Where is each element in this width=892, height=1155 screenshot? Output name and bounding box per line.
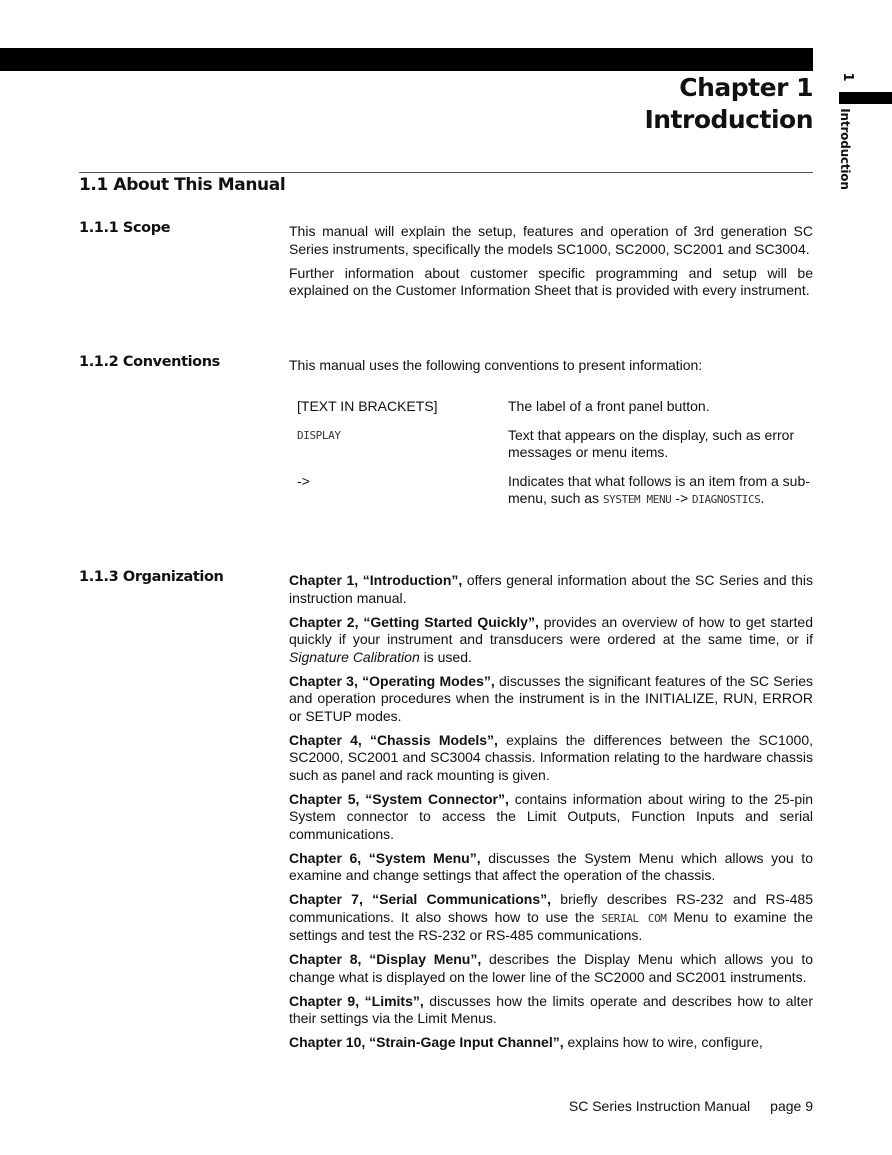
organization-item — [289, 791, 813, 844]
scope-paragraph-1: This manual will explain the setup, features and operation of 3rd generation SC Series instruments, specifically the models SC1000, SC2000, SC2001 and SC3004. — [289, 223, 813, 257]
organization-item — [289, 850, 813, 885]
chapter-ref: Chapter 3, “Operating Modes”, — [289, 672, 495, 689]
chapter-summary: provides an overview of how to get started quickly if your instrument and transducers were ordered at the same time, or if — [289, 613, 813, 647]
chapter-summary: explains how to wire, configure, — [563, 1034, 763, 1050]
header-bar — [0, 48, 813, 71]
scope-paragraph-2: Further information about customer specific programming and setup will be explained on the Customer Information Sheet that is provided with every instrument. — [289, 264, 813, 298]
organization-heading: 1.1.3 Organization — [79, 569, 224, 585]
page-footer — [569, 1098, 813, 1114]
convention-term: -> — [297, 472, 310, 489]
side-tab-number: 1 — [840, 72, 855, 82]
organization-item — [289, 732, 813, 785]
chapter-summary: briefly describes RS-232 and RS-485 communications. It also shows how to use the — [289, 891, 813, 925]
chapter-ref: Chapter 7, “Serial Communications”, — [289, 891, 552, 907]
convention-term: DISPLAY — [297, 428, 341, 442]
conventions-intro-text: This manual uses the following conventions to present information: — [289, 357, 703, 373]
convention-period: . — [760, 490, 765, 506]
organization-item — [289, 614, 813, 667]
chapter-summary: discusses the significant features of the SC Series and operation procedures when the instrument is in the INITIALIZE, RUN, ERROR or SETUP modes. — [289, 672, 813, 724]
footer-manual-title: SC Series Instruction Manual — [568, 1098, 751, 1114]
chapter-summary: Menu to examine the settings and test the RS-232 or RS-485 communications. — [289, 908, 813, 943]
conventions-row — [297, 427, 817, 462]
convention-description: Text that appears on the display, such as error messages or menu items. — [508, 426, 795, 460]
section-divider — [79, 172, 813, 173]
chapter-name: Introduction — [644, 105, 813, 134]
chapter-ref: Chapter 8, “Display Menu”, — [289, 951, 482, 967]
chapter-number: Chapter 1 — [679, 73, 813, 102]
conventions-heading: 1.1.2 Conventions — [79, 354, 220, 370]
organization-item — [289, 891, 813, 945]
chapter-summary: explains the differences between the SC1000, SC2000, SC2001 and SC3004 chassis. Information relating to the hardware chassis such as panel and rack mounting is given. — [289, 731, 813, 783]
organization-item — [289, 572, 813, 607]
conventions-row — [297, 473, 817, 509]
chapter-summary: discusses the System Menu which allows you to examine and change settings that affect the operation of the chassis. — [289, 849, 813, 883]
organization-body — [289, 572, 813, 1058]
chapter-ref: Chapter 4, “Chassis Models”, — [289, 731, 498, 748]
display-text-diagnostics: DIAGNOSTICS — [692, 493, 761, 506]
convention-desc-text: Indicates that what follows is an item from a sub-menu, such as — [508, 472, 810, 506]
chapter-ref: Chapter 1, “Introduction”, — [289, 572, 463, 588]
display-text-serial-com: SERIAL COM — [601, 911, 667, 925]
section-heading: 1.1 About This Manual — [79, 175, 286, 195]
chapter-ref: Chapter 2, “Getting Started Quickly”, — [289, 613, 539, 630]
conventions-row — [297, 398, 817, 416]
convention-description: The label of a front panel button. — [508, 398, 710, 414]
convention-description — [508, 473, 813, 509]
chapter-summary: offers general information about the SC Series and this instruction manual. — [289, 572, 814, 606]
page-number: page 9 — [770, 1098, 813, 1114]
convention-term: [TEXT IN BRACKETS] — [297, 398, 438, 414]
organization-item — [289, 1034, 813, 1052]
conventions-table — [297, 398, 817, 520]
organization-item — [289, 673, 813, 726]
chapter-summary: describes the Display Menu which allows you to change what is displayed on the lower line of the SC2000 and SC2001 instruments. — [289, 951, 813, 985]
display-text-system-menu: SYSTEM MENU — [602, 493, 672, 506]
chapter-ref: Chapter 9, “Limits”, — [289, 992, 424, 1009]
chapter-title — [644, 72, 813, 136]
side-tab-label: Introduction — [838, 108, 852, 190]
organization-item — [289, 951, 813, 986]
convention-arrow: -> — [671, 490, 693, 506]
chapter-ref: Chapter 6, “System Menu”, — [289, 849, 481, 866]
scope-body — [289, 223, 813, 306]
chapter-summary: is used. — [419, 648, 472, 665]
chapter-ref: Chapter 10, “Strain-Gage Input Channel”, — [289, 1034, 564, 1050]
chapter-summary: discusses how the limits operate and describes how to alter their settings via the Limit Menus. — [289, 992, 813, 1026]
conventions-intro — [289, 357, 813, 381]
chapter-ref: Chapter 5, “System Connector”, — [289, 790, 509, 807]
chapter-summary: contains information about wiring to the 25-pin System connector to access the Limit Outputs, Function Inputs and serial communications. — [289, 790, 814, 842]
chapter-summary-italic: Signature Calibration — [289, 648, 420, 665]
organization-item — [289, 993, 813, 1028]
scope-heading: 1.1.1 Scope — [79, 220, 171, 236]
